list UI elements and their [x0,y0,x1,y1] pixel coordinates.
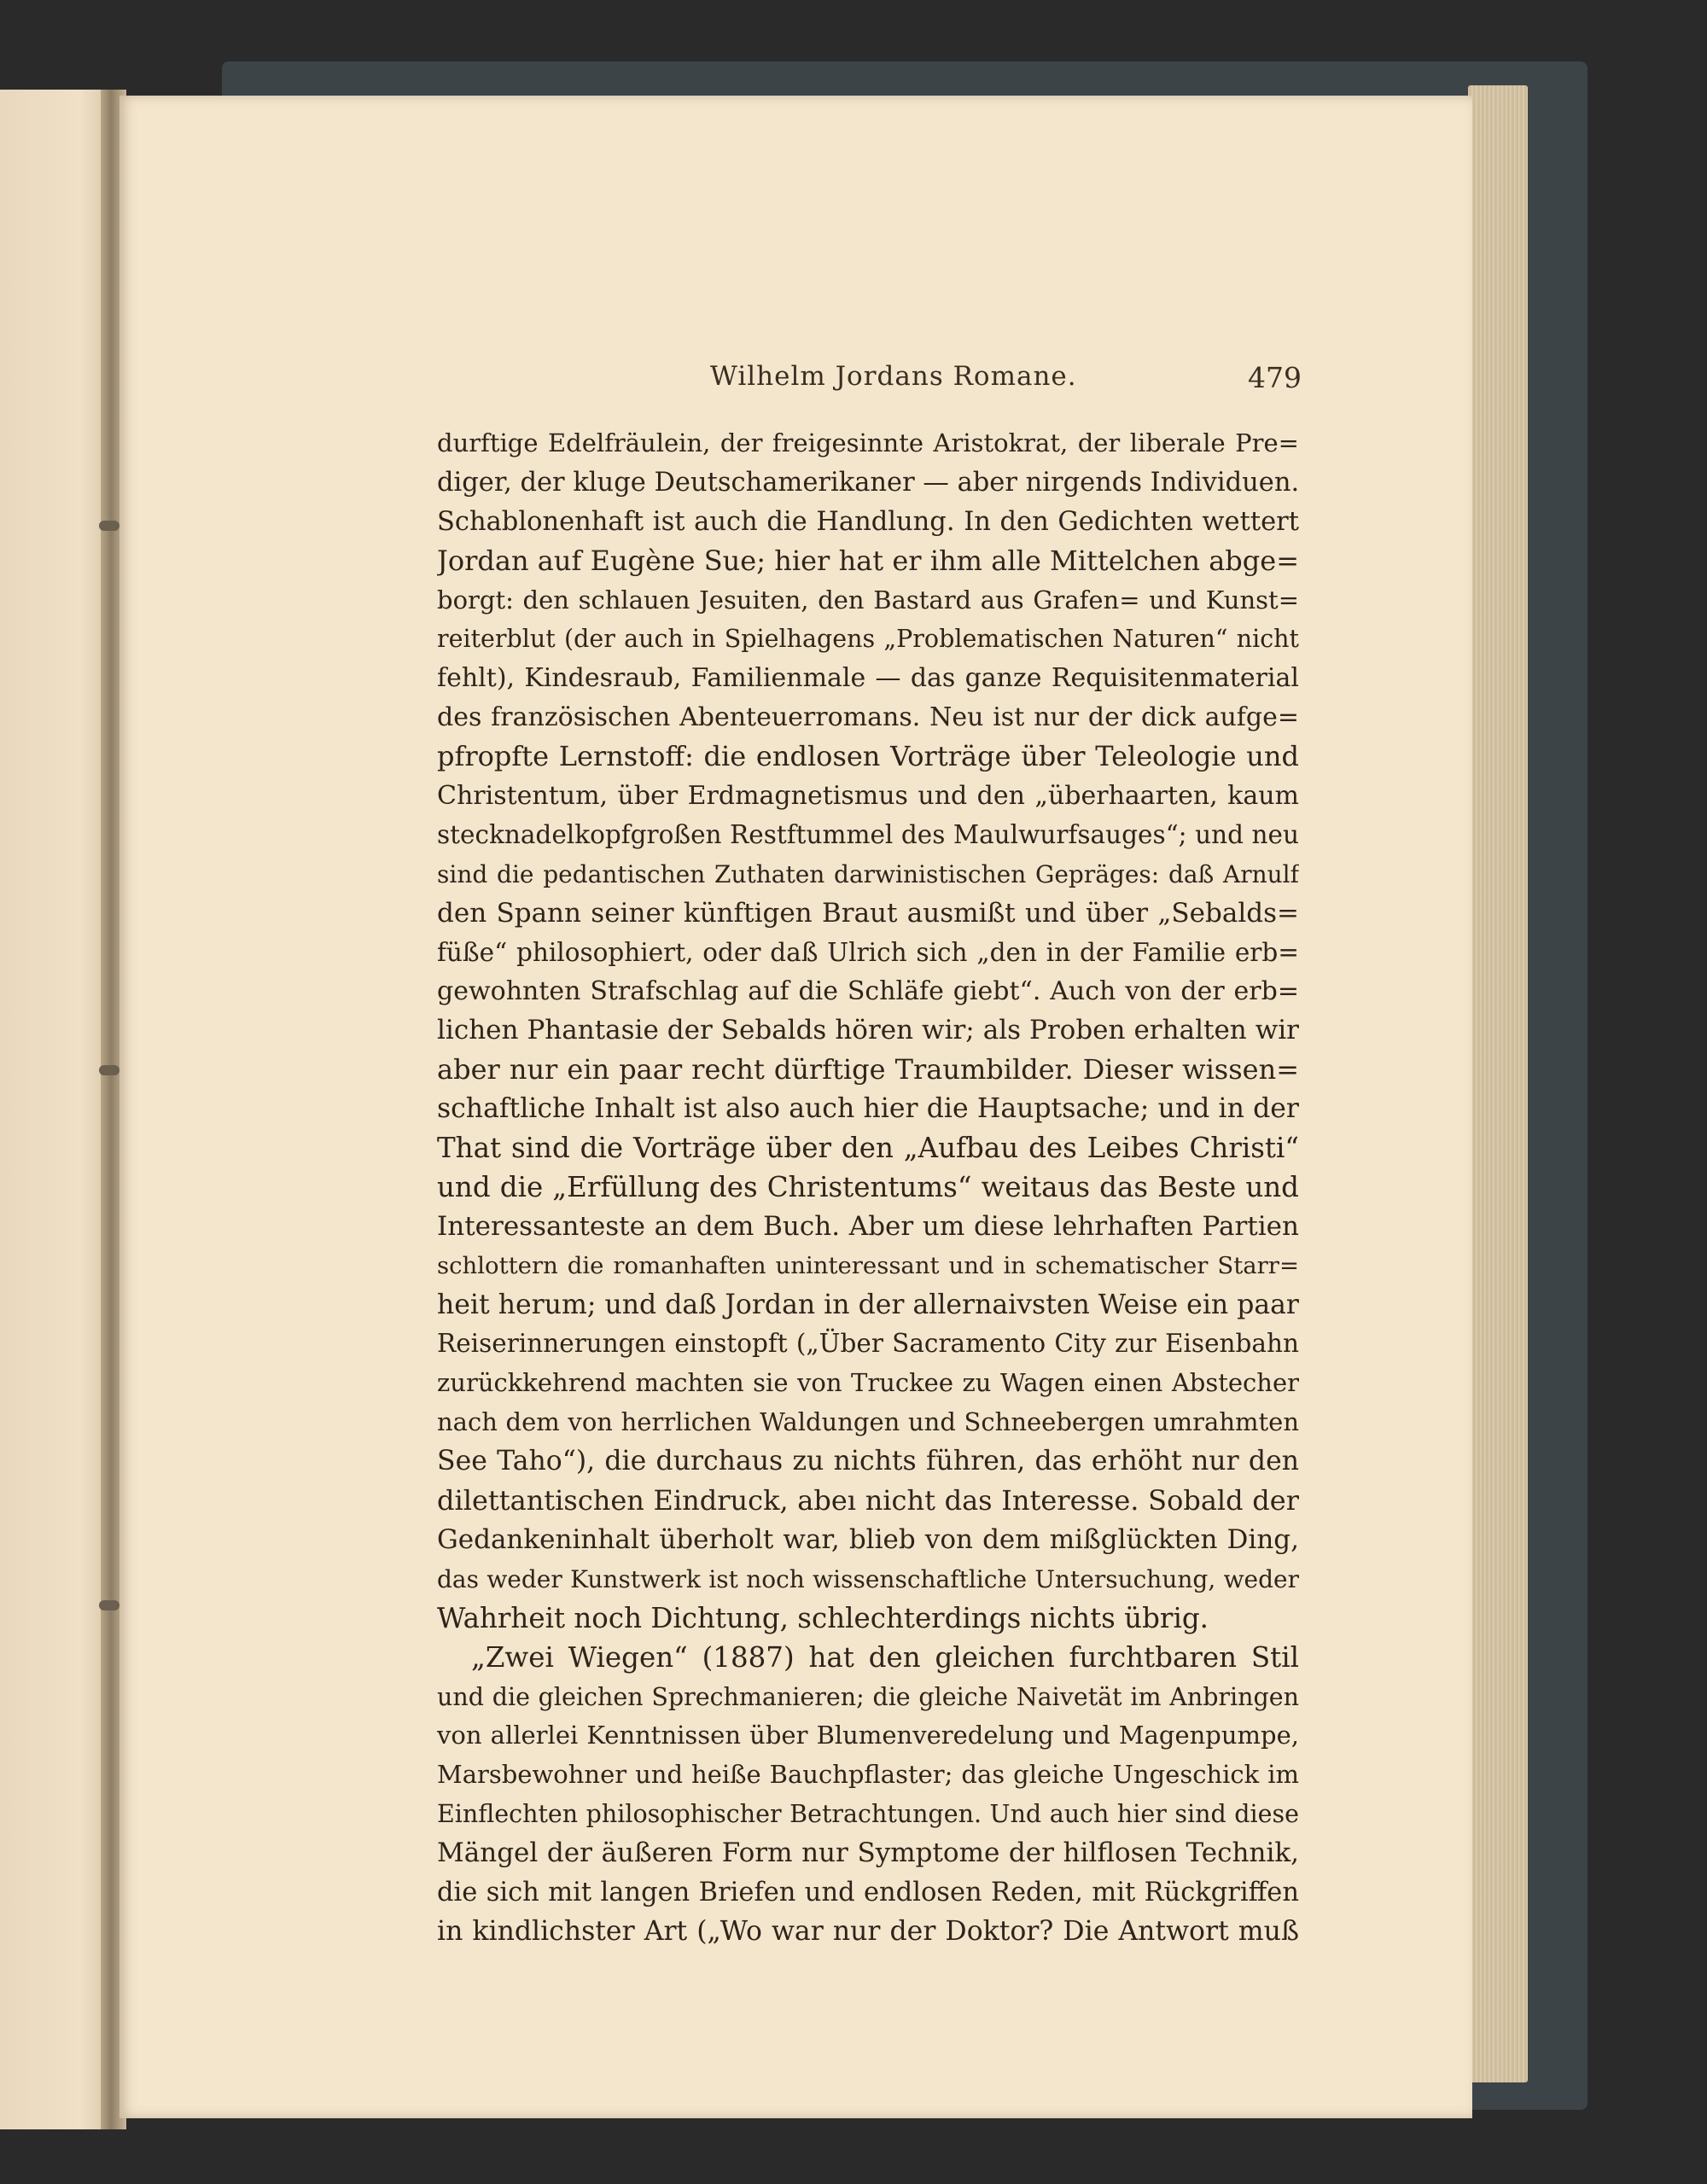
text-line: lichen Phantasie der Sebalds hören wir; als Proben erhalten wir [437,1015,1299,1046]
text-line: aber nur ein paar recht dürftige Traumbilder. Dieser wissen= [437,1053,1299,1086]
body-text [437,424,1299,1952]
text-line: reiterblut (der auch in Spielhagens „Problematischen Naturen“ nicht [437,625,1299,654]
text-line: füße“ philosophiert, oder daß Ulrich sich „den in der Familie erb= [437,937,1299,967]
text-line: und die gleichen Sprechmanieren; die gleiche Naivetät im Anbringen [437,1682,1299,1711]
text-line: Schablonenhaft ist auch die Handlung. In den Gedichten wettert [437,506,1299,537]
text-line: Marsbewohner und heiße Bauchpflaster; das gleiche Ungeschick im [437,1760,1299,1790]
binding-thread [99,1600,119,1610]
book-page [119,96,1472,2118]
text-line: schlottern die romanhaften uninteressant und in schematischer Starr= [437,1251,1299,1279]
binding-thread [99,521,119,531]
page-header [119,356,1306,407]
text-line: das weder Kunstwerk ist noch wissenschaftliche Untersuchung, weder [437,1564,1299,1593]
text-line: von allerlei Kenntnissen über Blumenveredelung und Magenpumpe, [437,1721,1299,1750]
text-line: den Spann seiner künftigen Braut ausmißt und über „Sebalds= [437,897,1299,929]
text-line: That sind die Vorträge über den „Aufbau des Leibes Christi“ [437,1132,1299,1165]
binding-thread [99,1065,119,1075]
text-line: die sich mit langen Briefen und endlosen Reden, mit Rückgriffen [437,1877,1299,1907]
text-line: dilettantischen Eindruck, abeı nicht das Interesse. Sobald der [437,1484,1299,1517]
text-line: Gedankeninhalt überholt war, blieb von dem mißglückten Ding, [437,1523,1299,1555]
running-title: Wilhelm Jordans Romane. [710,361,1077,392]
text-line: des französischen Abenteuerromans. Neu ist nur der dick aufge= [437,702,1299,733]
text-line: gewohnten Strafschlag auf die Schläfe giebt“. Auch von der erb= [437,976,1299,1007]
text-line: „Zwei Wiegen“ (1887) hat den gleichen furchtbaren Stil [471,1640,1299,1674]
text-line: und die „Erfüllung des Christentums“ weitaus das Beste und [437,1170,1299,1203]
page-number: 479 [1248,361,1302,394]
text-line: zurückkehrend machten sie von Truckee zu Wagen einen Abstecher [437,1368,1299,1398]
text-line: Einflechten philosophischer Betrachtungen. Und auch hier sind diese [437,1800,1299,1829]
left-page-edge [0,90,115,2129]
text-line: Jordan auf Eugène Sue; hier hat er ihm alle Mittelchen abge= [437,544,1299,577]
page-edges [1468,85,1528,2082]
text-line: Christentum, über Erdmagnetismus und den „überhaarten, kaum [437,781,1299,812]
text-line: pfropfte Lernstoff: die endlosen Vorträge über Teleologie und [437,740,1299,773]
text-line: stecknadelkopfgroßen Restftummel des Maulwurfsauges“; und neu [437,819,1299,849]
text-line: sind die pedantischen Zuthaten darwinistischen Gepräges: daß Arnulf [437,859,1299,888]
text-line: heit herum; und daß Jordan in der allernaivsten Weise ein paar [437,1289,1299,1320]
text-line: in kindlichster Art („Wo war nur der Doktor? Die Antwort muß [437,1915,1299,1947]
text-line: See Taho“), die durchaus zu nichts führen, das erhöht nur den [437,1446,1299,1477]
text-line: diger, der kluge Deutschamerikaner — aber nirgends Individuen. [437,467,1299,498]
text-line: schaftliche Inhalt ist also auch hier die Hauptsache; und in der [437,1093,1299,1125]
text-line: fehlt), Kindesraub, Familienmale — das ganze Requisitenmaterial [437,663,1299,694]
text-line: nach dem von herrlichen Waldungen und Schneebergen umrahmten [437,1407,1299,1437]
text-line: Wahrheit noch Dichtung, schlechterdings nichts übrig. [437,1601,1209,1634]
text-line: Reiserinnerungen einstopft („Über Sacramento City zur Eisenbahn [437,1329,1299,1359]
text-line: Mängel der äußeren Form nur Symptome der hilflosen Technik, [437,1837,1299,1869]
text-line: Interessanteste an dem Buch. Aber um diese lehrhaften Partien [437,1210,1299,1242]
text-line: durftige Edelfräulein, der freigesinnte Aristokrat, der liberale Pre= [437,428,1299,457]
text-line: borgt: den schlauen Jesuiten, den Bastard aus Grafen= und Kunst= [437,585,1299,614]
